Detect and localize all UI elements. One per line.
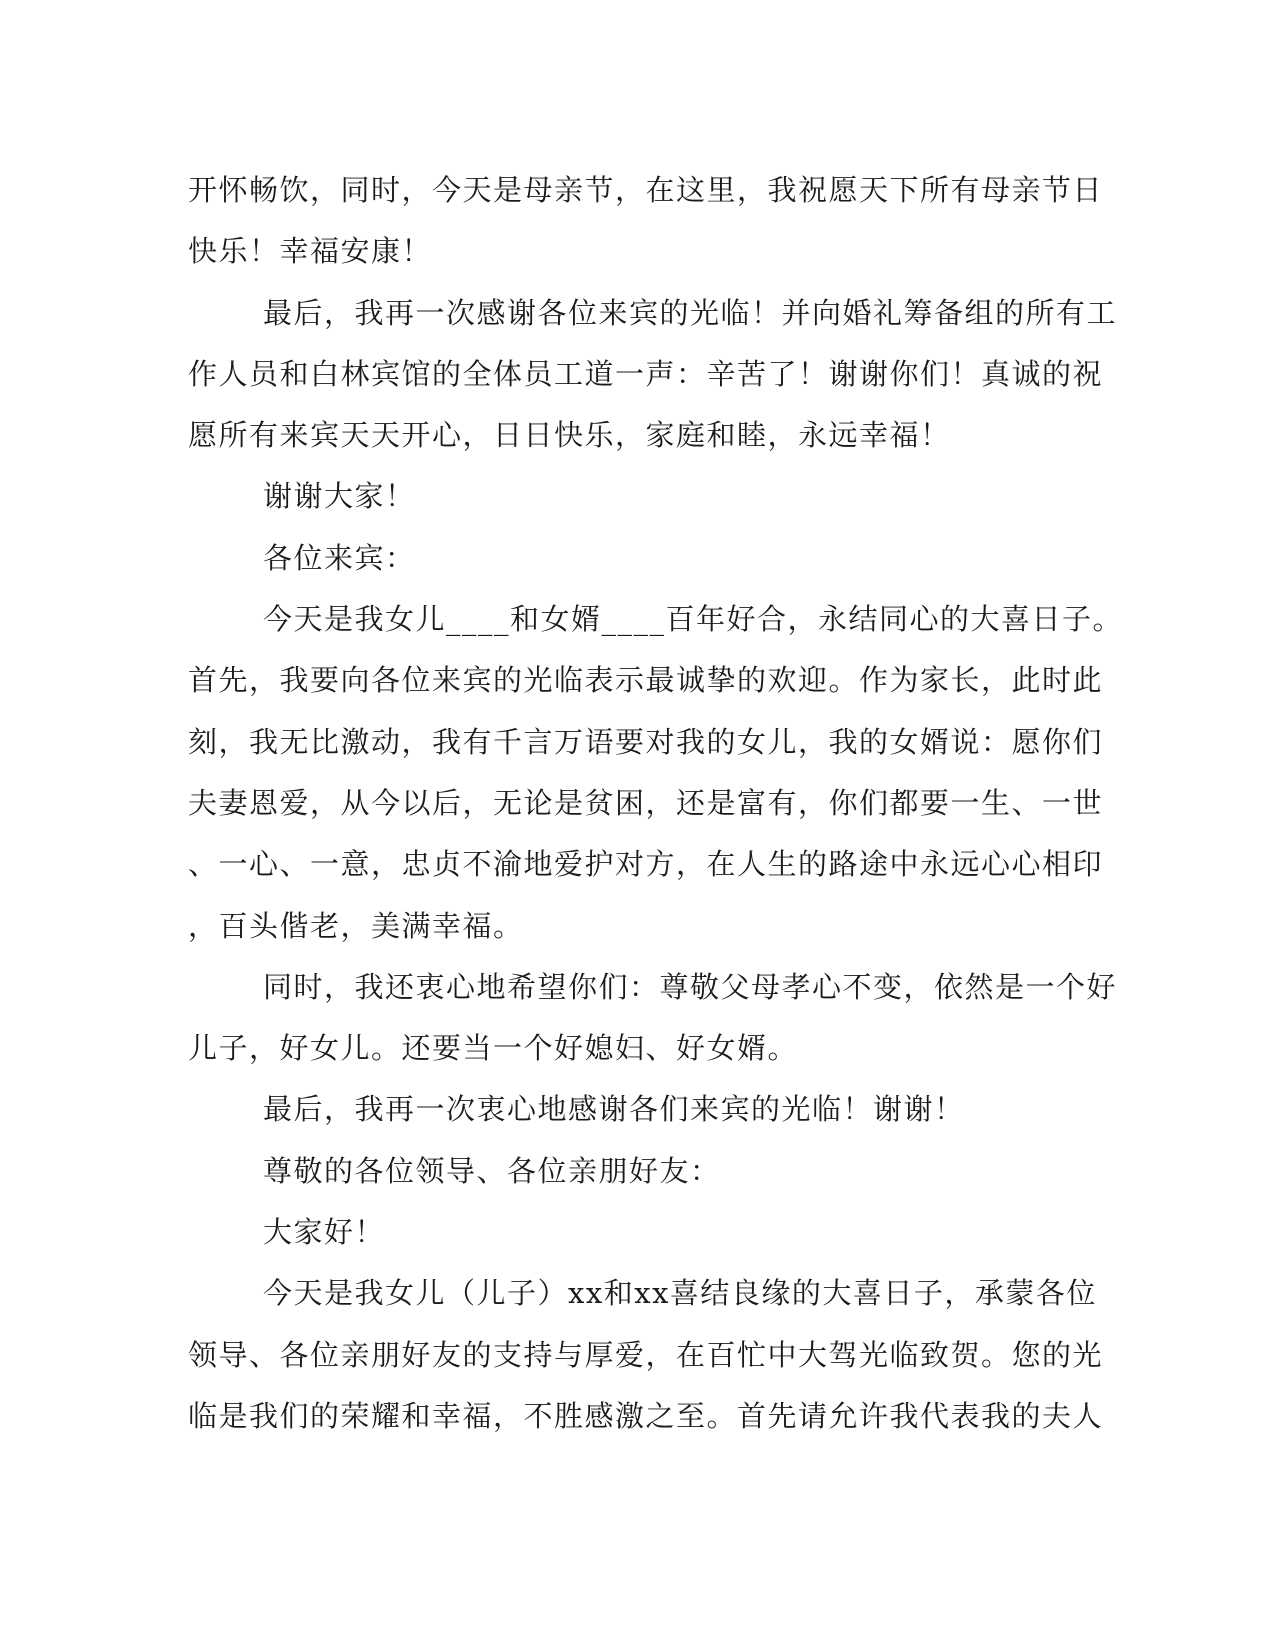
text-line: 、一心、一意，忠贞不渝地爱护对方，在人生的路途中永远心心相印 xyxy=(188,847,1104,882)
document-body xyxy=(188,160,1124,1447)
text-line: 作人员和白林宾馆的全体员工道一声：辛苦了！谢谢你们！真诚的祝 xyxy=(188,356,1104,391)
text-line: 各位来宾： xyxy=(263,540,416,575)
text-line: 临是我们的荣耀和幸福，不胜感激之至。首先请允许我代表我的夫人 xyxy=(188,1398,1104,1433)
text-line: 刻，我无比激动，我有千言万语要对我的女儿，我的女婿说：愿你们 xyxy=(188,724,1104,759)
text-line: 夫妻恩爱，从今以后，无论是贫困，还是富有，你们都要一生、一世 xyxy=(188,785,1104,820)
text-line: 开怀畅饮，同时，今天是母亲节，在这里，我祝愿天下所有母亲节日 xyxy=(188,173,1104,207)
text-line: 今天是我女儿（儿子）xx和xx喜结良缘的大喜日子，承蒙各位 xyxy=(263,1276,1097,1311)
text-line: 最后，我再一次感谢各位来宾的光临！并向婚礼筹备组的所有工 xyxy=(263,295,1118,330)
text-line: 尊敬的各位领导、各位亲朋好友： xyxy=(263,1153,721,1188)
text-line: 愿所有来宾天天开心，日日快乐，家庭和睦，永远幸福！ xyxy=(188,418,951,453)
text-line: 领导、各位亲朋好友的支持与厚爱，在百忙中大驾光临致贺。您的光 xyxy=(188,1337,1104,1372)
text-line: 大家好！ xyxy=(263,1215,386,1250)
text-line: 同时，我还衷心地希望你们：尊敬父母孝心不变，依然是一个好 xyxy=(263,969,1118,1004)
text-line: 最后，我再一次衷心地感谢各们来宾的光临！谢谢！ xyxy=(263,1092,965,1127)
text-line: 今天是我女儿____和女婿____百年好合，永结同心的大喜日子。 xyxy=(263,602,1124,637)
text-line: ，百头偕老，美满幸福。 xyxy=(188,908,524,943)
text-line: 首先，我要向各位来宾的光临表示最诚挚的欢迎。作为家长，此时此 xyxy=(188,663,1104,698)
text-line: 儿子，好女儿。还要当一个好媳妇、好女婿。 xyxy=(188,1031,799,1066)
text-line: 谢谢大家！ xyxy=(263,479,416,514)
text-line: 快乐！幸福安康！ xyxy=(188,234,433,269)
